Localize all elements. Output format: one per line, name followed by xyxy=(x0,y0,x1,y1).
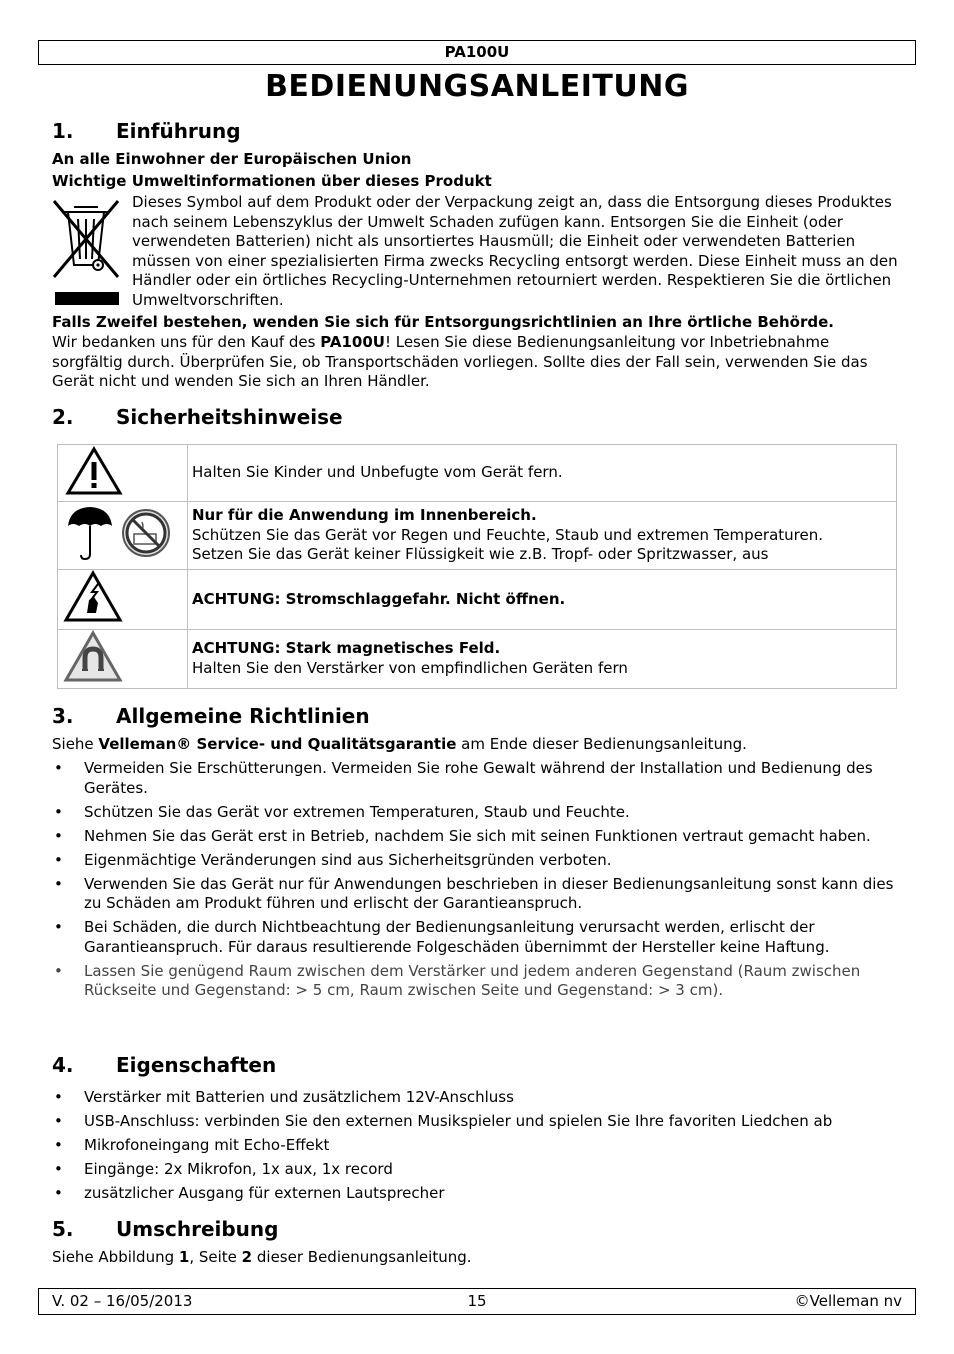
list-item: • Schützen Sie das Gerät vor extremen Temperaturen, Staub und Feuchte. xyxy=(52,803,902,823)
section-3-heading xyxy=(52,703,370,729)
safety-table xyxy=(57,444,897,689)
warranty-reference: Velleman® Service- und Qualitätsgarantie xyxy=(98,735,457,753)
intro-text-start: Siehe xyxy=(52,735,99,753)
weee-notice: Dieses Symbol auf dem Produkt oder der Verpackung zeigt an, dass die Entsorgung dieses Produktes nach seinem Lebenszyklus der Umwelt Schaden zufügen kann. Entsorgen Sie die Einheit (oder verwendeten Batterien) nicht als unsortiertes Hausmüll; die Einheit oder verwendeten Batterien müssen von einer spezialisierten Firma zwecks Recycling entsorgt werden. Diese Einheit muss an den Händler oder ein örtliches Recycling-Unternehmen retourniert werden. Respektieren Sie die örtlichen Umweltvorschriften. xyxy=(132,193,898,309)
no-liquid-icon xyxy=(123,510,169,556)
footer-copyright: ©Velleman nv xyxy=(794,1292,902,1310)
thanks-paragraph xyxy=(52,333,902,392)
section-title: Eigenschaften xyxy=(116,1053,277,1077)
section-number: 1. xyxy=(52,119,74,143)
page-footer xyxy=(38,1288,916,1315)
section-title: Sicherheitshinweise xyxy=(116,405,343,429)
indoor-use-icons xyxy=(58,502,187,564)
ref-text-1: Siehe Abbildung xyxy=(52,1248,179,1266)
safety-text-cell xyxy=(188,570,897,630)
list-item: • Eingänge: 2x Mikrofon, 1x aux, 1x record xyxy=(52,1160,902,1180)
indoor-only-line-1: Schützen Sie das Gerät vor Regen und Feuchte, Staub und extremen Temperaturen. xyxy=(192,525,824,544)
safety-row xyxy=(58,629,897,689)
eu-residents-line: An alle Einwohner der Europäischen Union xyxy=(52,150,412,168)
magnetic-field-warning-icon xyxy=(58,630,187,683)
disposal-bold-note: Falls Zweifel bestehen, wenden Sie sich für Entsorgungsrichtlinien an Ihre örtliche Behörde. xyxy=(52,313,834,331)
page-header xyxy=(38,40,916,65)
ref-text-2: , Seite xyxy=(189,1248,242,1266)
list-item: • Bei Schäden, die durch Nichtbeachtung der Bedienungsanleitung verursacht werden, erlischt der Garantieanspruch. Für daraus resultierende Folgeschäden übernimmt der Hersteller keine Haftung. xyxy=(52,918,902,957)
section-title: Umschreibung xyxy=(116,1217,279,1241)
section-number: 5. xyxy=(52,1217,74,1241)
magnetic-warning-text: Halten Sie den Verstärker von empfindlichen Geräten fern xyxy=(192,658,628,677)
safety-text-cell xyxy=(188,445,897,502)
list-item: • zusätzlicher Ausgang für externen Lautsprecher xyxy=(52,1184,902,1204)
list-item: • Lassen Sie genügend Raum zwischen dem Verstärker und jedem anderen Gegenstand (Raum zwischen Rückseite und Gegenstand: > 5 cm, Raum zwischen Seite und Gegenstand: > 3 cm). xyxy=(52,962,902,1001)
ref-text-3: dieser Bedienungsanleitung. xyxy=(252,1248,472,1266)
environment-info-line: Wichtige Umweltinformationen über dieses Produkt xyxy=(52,172,492,190)
thanks-text-start: Wir bedanken uns für den Kauf des xyxy=(52,333,321,351)
section-title: Einführung xyxy=(116,119,241,143)
footer-version: V. 02 – 16/05/2013 xyxy=(52,1292,193,1310)
header-model: PA100U xyxy=(444,43,510,61)
safety-icon-cell xyxy=(58,570,188,630)
indoor-only-line-2: Setzen Sie das Gerät keiner Flüssigkeit wie z.B. Tropf- oder Spritzwasser, aus xyxy=(192,545,769,563)
page-number-ref: 2 xyxy=(241,1248,253,1266)
safety-row xyxy=(58,445,897,502)
guidelines-intro xyxy=(52,735,902,755)
section-2-heading xyxy=(52,404,343,430)
features-list xyxy=(52,1088,902,1208)
safety-icon-cell xyxy=(58,629,188,689)
figure-reference xyxy=(52,1248,902,1268)
safety-row xyxy=(58,570,897,630)
thanks-text-end: ! Lesen Sie diese Bedienungsanleitung vor Inbetriebnahme sorgfältig durch. Überprüfen Sie, ob Transportschäden vorliegen. Sollte dies der Fall sein, verwenden Sie das Gerät nicht und wenden Sie sich an Ihren Händler. xyxy=(52,333,868,390)
safety-icon-cell xyxy=(58,445,188,502)
shock-warning: ACHTUNG: Stromschlaggefahr. Nicht öffnen. xyxy=(192,589,566,608)
list-item: • Verstärker mit Batterien und zusätzlichem 12V-Anschluss xyxy=(52,1088,902,1108)
magnetic-warning-title: ACHTUNG: Stark magnetisches Feld. xyxy=(192,639,501,658)
section-4-heading xyxy=(52,1052,276,1078)
list-item: • Vermeiden Sie Erschütterungen. Vermeiden Sie rohe Gewalt während der Installation und Bedienung des Gerätes. xyxy=(52,759,902,798)
guidelines-list xyxy=(52,759,902,1005)
thanks-model: PA100U xyxy=(320,333,385,351)
list-item: • Mikrofoneingang mit Echo-Effekt xyxy=(52,1136,902,1156)
footer-page-number: 15 xyxy=(467,1292,487,1310)
electric-shock-warning-icon xyxy=(58,570,187,623)
safety-icon-cell xyxy=(58,501,188,570)
section-number: 4. xyxy=(52,1053,74,1077)
safety-text-cell xyxy=(188,501,897,570)
section-5-heading xyxy=(52,1216,278,1242)
list-item: • Eigenmächtige Veränderungen sind aus Sicherheitsgründen verboten. xyxy=(52,851,902,871)
section-1-heading xyxy=(52,118,241,144)
list-item: • USB-Anschluss: verbinden Sie den externen Musikspieler und spielen Sie Ihre favoriten Liedchen ab xyxy=(52,1112,902,1132)
list-item: • Nehmen Sie das Gerät erst in Betrieb, nachdem Sie sich mit seinen Funktionen vertraut gemacht haben. xyxy=(52,827,902,847)
umbrella-icon xyxy=(68,507,112,559)
section-number: 2. xyxy=(52,405,74,429)
children-warning: Halten Sie Kinder und Unbefugte vom Gerät fern. xyxy=(192,463,563,481)
section-title: Allgemeine Richtlinien xyxy=(116,704,370,728)
figure-number: 1 xyxy=(178,1248,190,1266)
warning-triangle-icon xyxy=(58,445,187,495)
intro-text-end: am Ende dieser Bedienungsanleitung. xyxy=(456,735,747,753)
document-title: BEDIENUNGSANLEITUNG xyxy=(265,69,689,104)
safety-text-cell xyxy=(188,629,897,689)
safety-row xyxy=(58,501,897,570)
list-item: • Verwenden Sie das Gerät nur für Anwendungen beschrieben in dieser Bedienungsanleitung sonst kann dies zu Schäden am Produkt führen und erlischt der Garantieanspruch. xyxy=(52,875,902,914)
indoor-only-title: Nur für die Anwendung im Innenbereich. xyxy=(192,506,537,524)
section-number: 3. xyxy=(52,704,74,728)
weee-bin-icon xyxy=(50,193,122,309)
